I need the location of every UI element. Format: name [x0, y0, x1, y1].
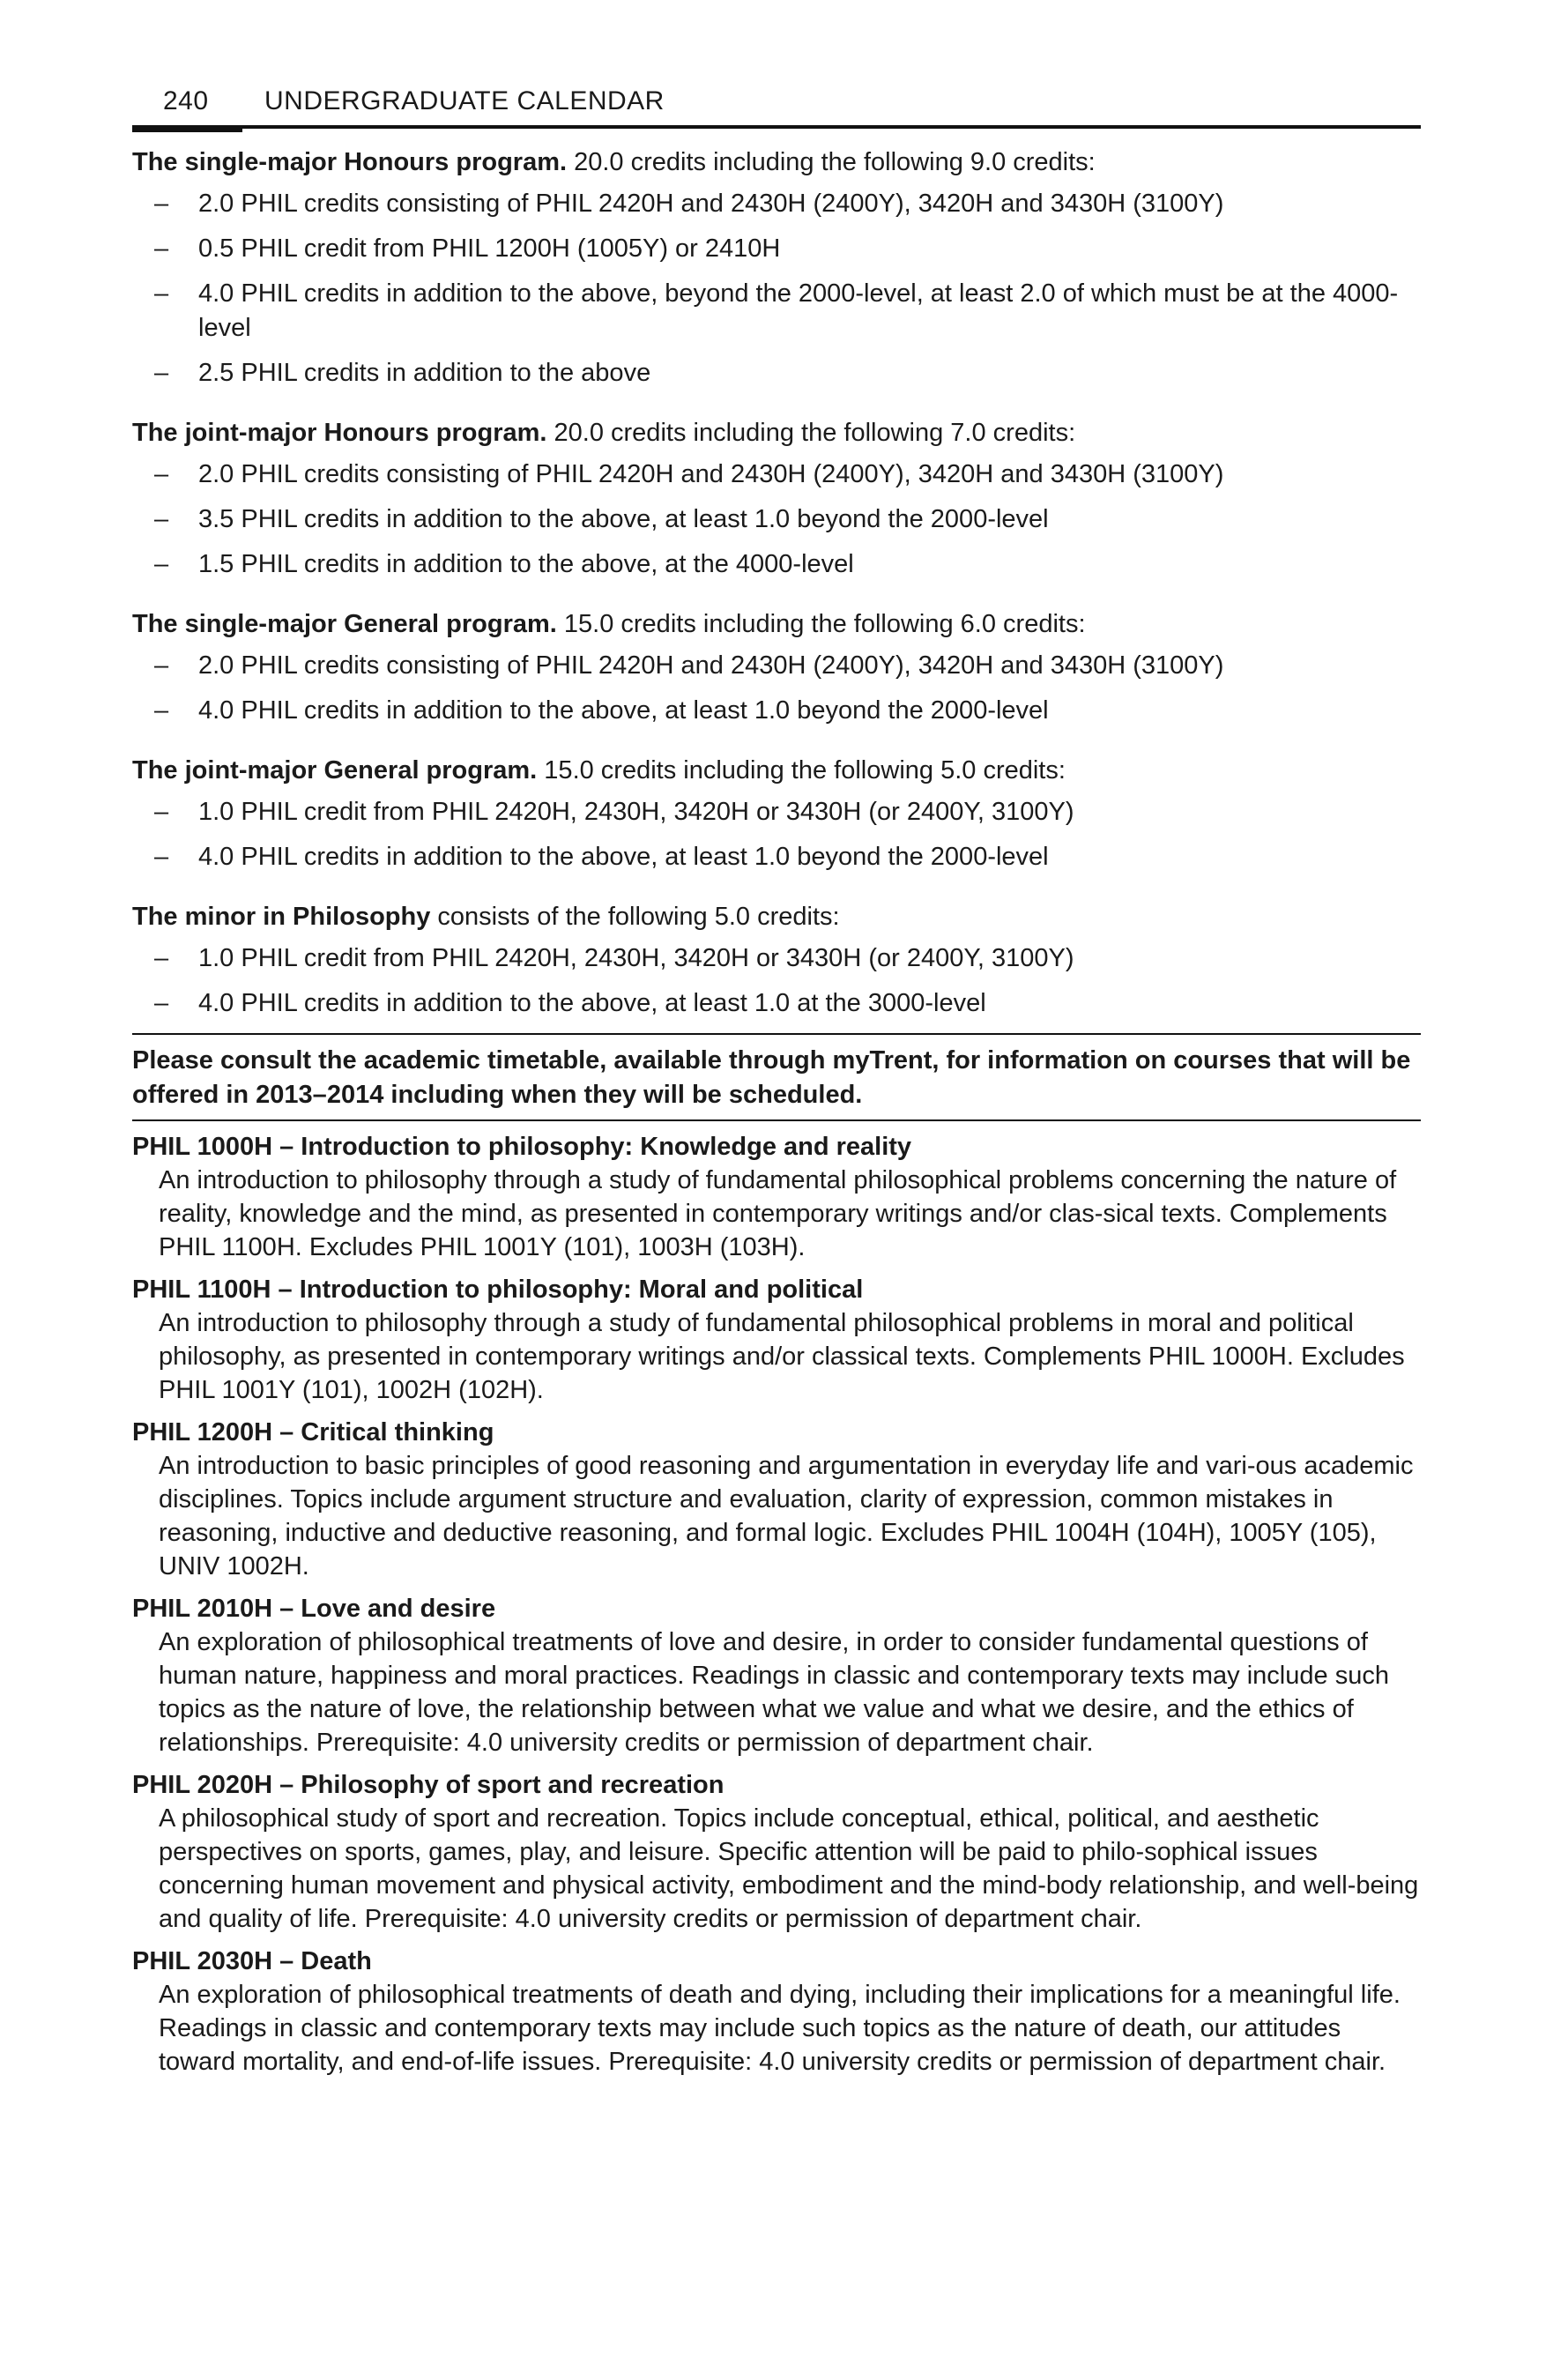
course-title: PHIL 1100H – Introduction to philosophy: Moral and political: [132, 1276, 864, 1304]
program-summary: consists of the following 5.0 credits:: [430, 903, 840, 931]
requirement-item: [132, 457, 1421, 492]
requirement-text: 2.0 PHIL credits consisting of PHIL 2420H and 2430H (2400Y), 3420H and 3430H (3100Y): [198, 190, 1224, 218]
requirement-item: [132, 277, 1421, 346]
program-block: [132, 605, 1421, 728]
program-summary: 20.0 credits including the following 9.0 credits:: [567, 148, 1096, 176]
course-description: A philosophical study of sport and recreation. Topics include conceptual, ethical, political, and aesthetic perspectives on sports, games, play, and leisure. Specific attention will be paid to philo-sophical issues concerning human movement and physical activity, embodiment and the mind-body relationship, and well-being and quality of life. Prerequisite: 4.0 university credits or permission of department chair.: [159, 1804, 1419, 1933]
course-entry: [132, 1130, 1421, 1264]
program-heading: [132, 751, 1421, 790]
course-entry: [132, 1592, 1421, 1759]
dash-bullet: –: [154, 190, 169, 218]
dash-bullet: –: [154, 550, 169, 578]
program-block: [132, 413, 1421, 582]
course-title: PHIL 1200H – Critical thinking: [132, 1418, 494, 1447]
dash-bullet: –: [154, 989, 169, 1017]
course-entry: [132, 1945, 1421, 2079]
dash-bullet: –: [154, 505, 169, 533]
course-entry: [132, 1273, 1421, 1407]
page-number-bar: [132, 125, 242, 132]
dash-bullet: –: [154, 696, 169, 725]
course-description: An exploration of philosophical treatments of love and desire, in order to consider fundamental questions of human nature, happiness and moral practices. Readings in classic and contemporary texts may include such topics as the nature of love, the relationship between what we value and what we desire, and the ethics of relationships. Prerequisite: 4.0 university credits or permission of department chair.: [159, 1628, 1389, 1757]
course-title: PHIL 1000H – Introduction to philosophy: Knowledge and reality: [132, 1133, 912, 1161]
running-header: [132, 81, 1421, 129]
program-name: The single-major Honours program.: [132, 148, 568, 176]
requirement-text: 1.5 PHIL credits in addition to the above, at the 4000-level: [198, 550, 854, 578]
requirement-list: [132, 187, 1421, 390]
requirement-text: 4.0 PHIL credits in addition to the above, at least 1.0 beyond the 2000-level: [198, 696, 1049, 725]
dash-bullet: –: [154, 359, 169, 387]
timetable-notice: Please consult the academic timetable, available through myTrent, for information on courses that will be offered in 2013–2014 including when they will be scheduled.: [132, 1033, 1421, 1121]
requirement-list: [132, 457, 1421, 582]
program-heading: [132, 605, 1421, 643]
course-title: PHIL 2010H – Love and desire: [132, 1595, 496, 1623]
calendar-page: [132, 81, 1421, 2079]
course-description: An introduction to philosophy through a study of fundamental philosophical problems in moral and political philosophy, as presented in contemporary writings and/or classical texts. Complements PHIL 1000H. Excludes PHIL 1001Y (101), 1002H (102H).: [159, 1309, 1405, 1404]
dash-bullet: –: [154, 843, 169, 871]
requirement-text: 0.5 PHIL credit from PHIL 1200H (1005Y) or 2410H: [198, 234, 781, 263]
requirement-item: [132, 649, 1421, 683]
requirement-text: 4.0 PHIL credits in addition to the above, beyond the 2000-level, at least 2.0 of which must be at the 4000-level: [198, 279, 1399, 342]
program-summary: 15.0 credits including the following 5.0 credits:: [537, 756, 1066, 785]
course-description: An introduction to philosophy through a study of fundamental philosophical problems concerning the nature of reality, knowledge and the mind, as presented in contemporary writings and/or clas-sical texts. Complements PHIL 1100H. Excludes PHIL 1001Y (101), 1003H (103H).: [159, 1166, 1397, 1261]
requirement-item: [132, 187, 1421, 221]
dash-bullet: –: [154, 460, 169, 488]
requirement-item: [132, 986, 1421, 1021]
dash-bullet: –: [154, 944, 169, 972]
program-heading: [132, 143, 1421, 182]
program-name: The joint-major General program.: [132, 756, 538, 785]
program-block: [132, 897, 1421, 1021]
requirement-item: [132, 356, 1421, 390]
requirement-item: [132, 795, 1421, 829]
program-block: [132, 751, 1421, 874]
course-description: An introduction to basic principles of good reasoning and argumentation in everyday life and vari-ous academic disciplines. Topics include argument structure and evaluation, clarity of expression, common mistakes in reasoning, inductive and deductive reasoning, and formal logic. Excludes PHIL 1004H (104H), 1005Y (105), UNIV 1002H.: [159, 1452, 1414, 1580]
requirement-item: [132, 941, 1421, 976]
requirement-item: [132, 694, 1421, 728]
requirement-text: 2.0 PHIL credits consisting of PHIL 2420H and 2430H (2400Y), 3420H and 3430H (3100Y): [198, 651, 1224, 680]
program-summary: 15.0 credits including the following 6.0 credits:: [556, 610, 1086, 638]
requirement-text: 4.0 PHIL credits in addition to the above, at least 1.0 beyond the 2000-level: [198, 843, 1049, 871]
program-summary: 20.0 credits including the following 7.0 credits:: [546, 419, 1076, 447]
requirement-list: [132, 649, 1421, 728]
requirement-list: [132, 795, 1421, 874]
program-heading: [132, 413, 1421, 452]
dash-bullet: –: [154, 279, 169, 308]
course-entry: [132, 1416, 1421, 1583]
course-description: An exploration of philosophical treatments of death and dying, including their implications for a meaningful life. Readings in classic and contemporary texts may include such topics as the nature of death, our attitudes toward mortality, and end-of-life issues. Prerequisite: 4.0 university credits or permission of department chair.: [159, 1981, 1401, 2076]
running-title: UNDERGRADUATE CALENDAR: [264, 86, 665, 115]
requirement-item: [132, 232, 1421, 266]
dash-bullet: –: [154, 651, 169, 680]
course-entry: [132, 1768, 1421, 1936]
program-name: The minor in Philosophy: [132, 903, 431, 931]
program-heading: [132, 897, 1421, 936]
programs-section: [132, 143, 1421, 1021]
requirement-text: 2.5 PHIL credits in addition to the above: [198, 359, 651, 387]
requirement-text: 4.0 PHIL credits in addition to the above, at least 1.0 at the 3000-level: [198, 989, 986, 1017]
page-number: 240: [163, 86, 209, 115]
requirement-text: 3.5 PHIL credits in addition to the above, at least 1.0 beyond the 2000-level: [198, 505, 1049, 533]
dash-bullet: –: [154, 234, 169, 263]
program-name: The joint-major Honours program.: [132, 419, 547, 447]
requirement-list: [132, 941, 1421, 1021]
course-title: PHIL 2030H – Death: [132, 1947, 372, 1975]
course-list: [132, 1130, 1421, 2079]
requirement-text: 1.0 PHIL credit from PHIL 2420H, 2430H, 3420H or 3430H (or 2400Y, 3100Y): [198, 798, 1074, 826]
requirement-item: [132, 547, 1421, 582]
course-title: PHIL 2020H – Philosophy of sport and recreation: [132, 1771, 724, 1799]
requirement-text: 1.0 PHIL credit from PHIL 2420H, 2430H, 3420H or 3430H (or 2400Y, 3100Y): [198, 944, 1074, 972]
requirement-text: 2.0 PHIL credits consisting of PHIL 2420H and 2430H (2400Y), 3420H and 3430H (3100Y): [198, 460, 1224, 488]
program-block: [132, 143, 1421, 390]
program-name: The single-major General program.: [132, 610, 557, 638]
dash-bullet: –: [154, 798, 169, 826]
requirement-item: [132, 840, 1421, 874]
requirement-item: [132, 502, 1421, 537]
